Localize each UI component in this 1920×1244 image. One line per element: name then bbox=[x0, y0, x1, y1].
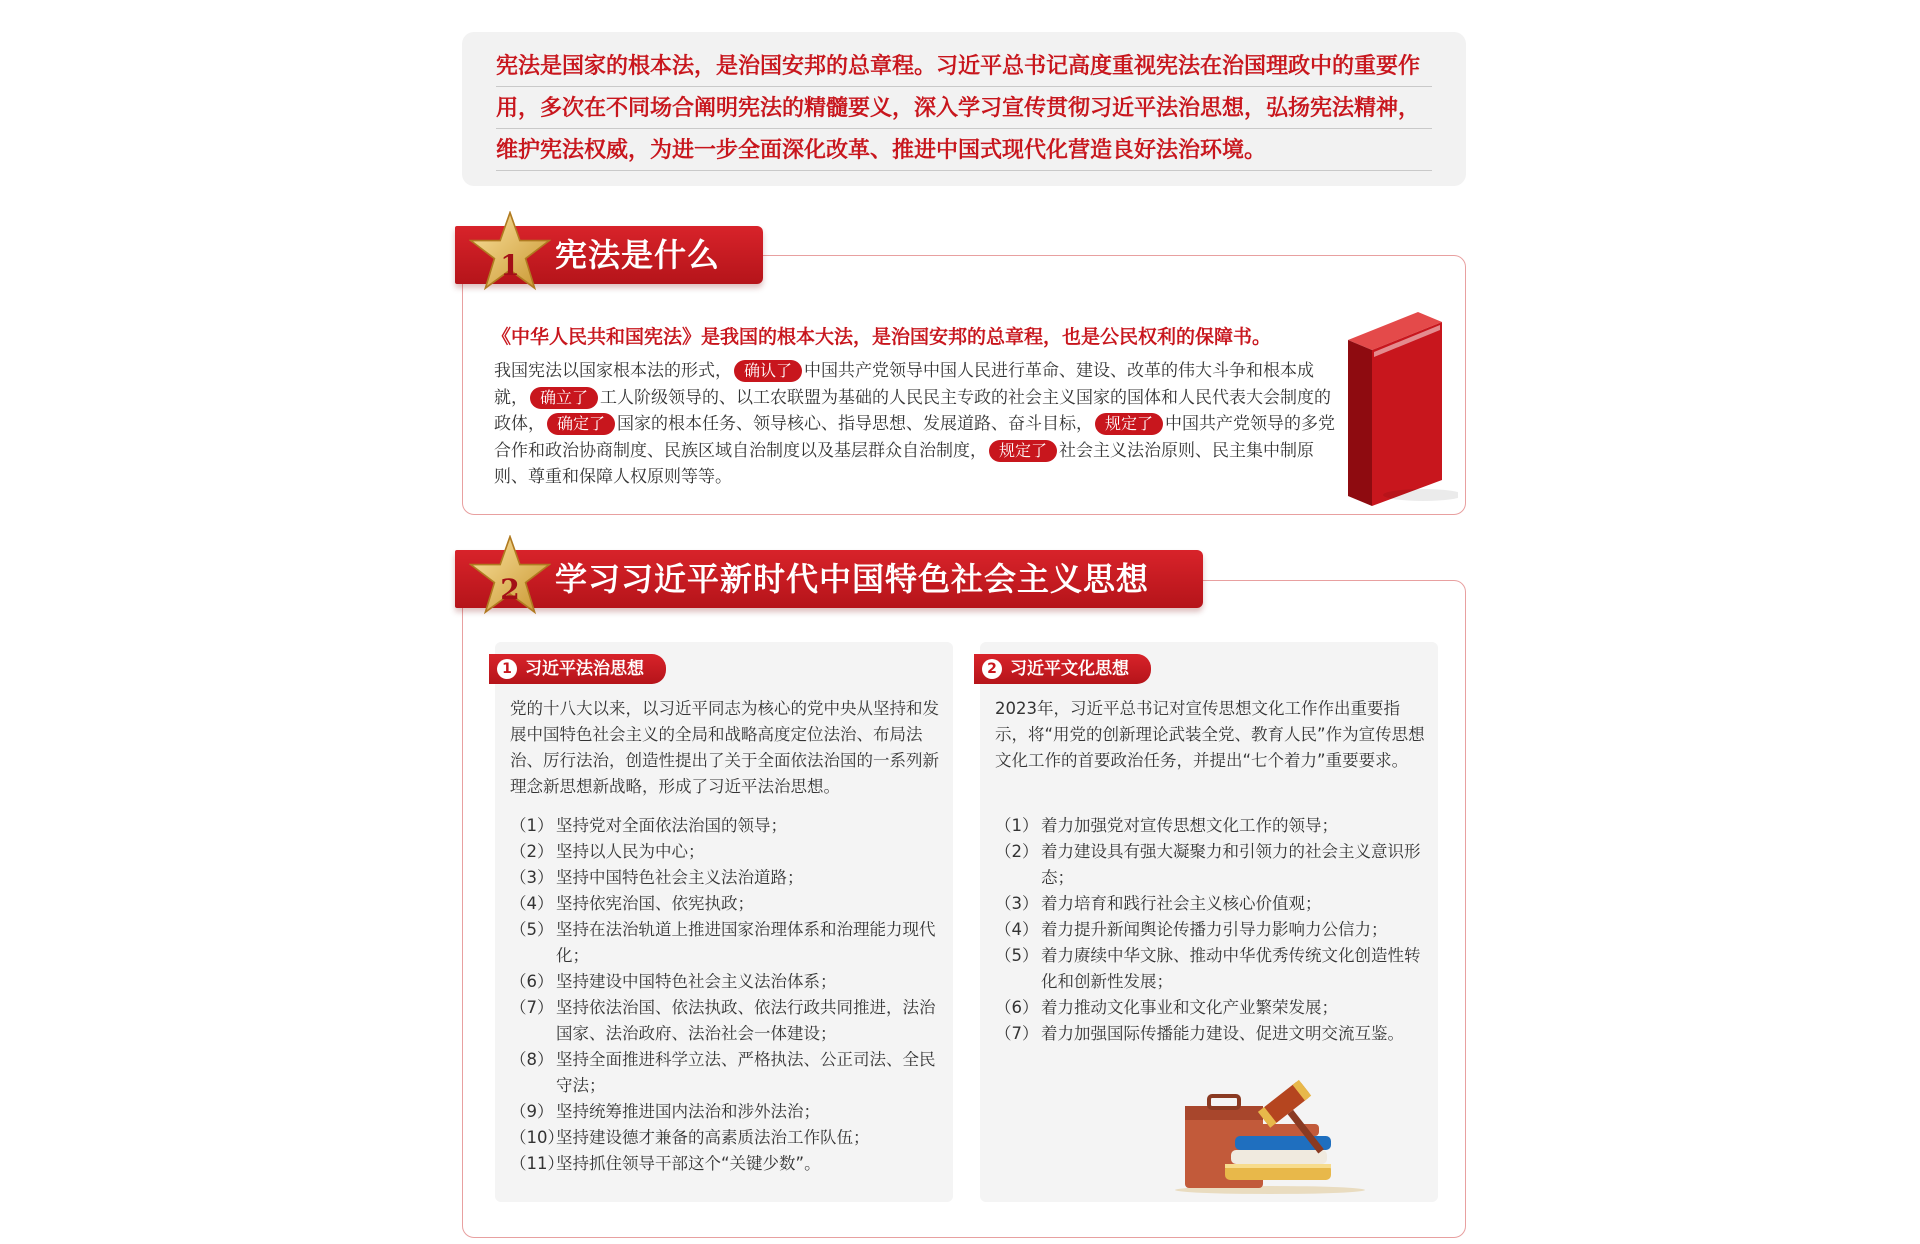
body-text: 工人阶级领导的、以工农联盟为基础的人民民主专政的社会主义国家的国体和人民代表大会制度的政体， bbox=[494, 387, 1332, 434]
list-item: （6） 坚持建设中国特色社会主义法治体系； bbox=[510, 972, 837, 991]
card1-title: 习近平法治思想 bbox=[525, 659, 644, 679]
card1-list bbox=[510, 813, 950, 1177]
intro-text: 宪法是国家的根本法，是治国安邦的总章程。习近平总书记高度重视宪法在治国理政中的重要作用，多次在不同场合阐明宪法的精髓要义，深入学习宣传贯彻习近平法治思想，弘扬宪法精神，维护宪法权威，为进一步全面深化改革、推进中国式现代化营造良好法治环境。 bbox=[496, 46, 1432, 172]
body-text: 社会主义法治原则、民主集中制原则、尊重和保障人权原则等等。 bbox=[494, 440, 1315, 487]
card1-number: 1 bbox=[497, 659, 517, 679]
list-item: （7） 坚持依法治国、依法执政、依法行政共同推进，法治国家、法治政府、法治社会一体建设； bbox=[510, 998, 936, 1043]
list-item: （5） 着力赓续中华文脉、推动中华优秀传统文化创造性转化和创新性发展； bbox=[995, 946, 1421, 991]
list-item: （9） 坚持统筹推进国内法治和涉外法治； bbox=[510, 1102, 820, 1121]
list-item: （8） 坚持全面推进科学立法、严格执法、公正司法、全民守法； bbox=[510, 1050, 936, 1095]
highlight-tag: 确立了 bbox=[530, 387, 598, 409]
list-item: （11）坚持抓住领导干部这个“关键少数”。 bbox=[510, 1154, 821, 1173]
highlight-tag: 规定了 bbox=[989, 440, 1057, 462]
card-culture-thought bbox=[980, 642, 1438, 1202]
list-item: （3） 着力培育和践行社会主义核心价值观； bbox=[995, 894, 1322, 913]
list-item: （1） 坚持党对全面依法治国的领导； bbox=[510, 816, 787, 835]
section2-number: 2 bbox=[500, 573, 520, 606]
card2-list bbox=[995, 813, 1435, 1047]
card2-number: 2 bbox=[982, 659, 1002, 679]
list-item: （7） 着力加强国际传播能力建设、促进文明交流互鉴。 bbox=[995, 1024, 1404, 1043]
list-item: （2） 坚持以人民为中心； bbox=[510, 842, 705, 861]
list-item: （2） 着力建设具有强大凝聚力和引领力的社会主义意识形态； bbox=[995, 842, 1421, 887]
body-text: 国家的根本任务、领导核心、指导思想、发展道路、奋斗目标， bbox=[617, 414, 1094, 434]
list-item: （5） 坚持在法治轨道上推进国家治理体系和治理能力现代化； bbox=[510, 920, 936, 965]
card-law-thought bbox=[495, 642, 953, 1202]
list-item: （4） 着力提升新闻舆论传播力引导力影响力公信力； bbox=[995, 920, 1388, 939]
star-icon bbox=[469, 211, 551, 293]
intro-box bbox=[462, 32, 1466, 186]
section1-ribbon bbox=[455, 226, 763, 284]
star-icon bbox=[469, 535, 551, 617]
section1-title: 宪法是什么 bbox=[555, 236, 721, 274]
card1-intro: 党的十八大以来，以习近平同志为核心的党中央从坚持和发展中国特色社会主义的全局和战略高度定位法治、布局法治、厉行法治，创造性提出了关于全面依法治国的一系列新理念新思想新战略，形成了习近平法治思想。 bbox=[510, 699, 939, 796]
highlight-tag: 确认了 bbox=[734, 360, 802, 382]
list-item: （4） 坚持依宪治国、依宪执政； bbox=[510, 894, 754, 913]
list-item: （6） 着力推动文化事业和文化产业繁荣发展； bbox=[995, 998, 1338, 1017]
list-item: （3） 坚持中国特色社会主义法治道路； bbox=[510, 868, 804, 887]
section1-number: 1 bbox=[500, 249, 520, 282]
section1-body bbox=[494, 358, 1336, 491]
card2-title: 习近平文化思想 bbox=[1010, 659, 1129, 679]
card2-title-pill bbox=[974, 654, 1151, 684]
section2-ribbon bbox=[455, 550, 1203, 608]
section1-lead: 《中华人民共和国宪法》是我国的根本大法，是治国安邦的总章程，也是公民权利的保障书。 bbox=[492, 326, 1272, 348]
body-text: 中国共产党领导中国人民进行革命、建设、改革的伟大斗争和根本成就， bbox=[494, 361, 1315, 408]
body-text: 我国宪法以国家根本法的形式， bbox=[494, 361, 732, 381]
highlight-tag: 确定了 bbox=[547, 413, 615, 435]
red-book-icon bbox=[1338, 310, 1458, 506]
highlight-tag: 规定了 bbox=[1095, 413, 1163, 435]
section2-title: 学习习近平新时代中国特色社会主义思想 bbox=[555, 560, 1150, 598]
list-item: （10）坚持建设德才兼备的高素质法治工作队伍； bbox=[510, 1128, 870, 1147]
list-item: （1） 着力加强党对宣传思想文化工作的领导； bbox=[995, 816, 1338, 835]
card2-intro: 2023年，习近平总书记对宣传思想文化工作作出重要指示，将“用党的创新理论武装全党、教育人民”作为宣传思想文化工作的首要政治任务，并提出“七个着力”重要要求。 bbox=[995, 699, 1425, 770]
body-text: 中国共产党领导的多党合作和政治协商制度、民族区域自治制度以及基层群众自治制度， bbox=[494, 414, 1336, 461]
gavel-books-icon bbox=[1165, 1066, 1365, 1196]
card1-title-pill bbox=[489, 654, 666, 684]
